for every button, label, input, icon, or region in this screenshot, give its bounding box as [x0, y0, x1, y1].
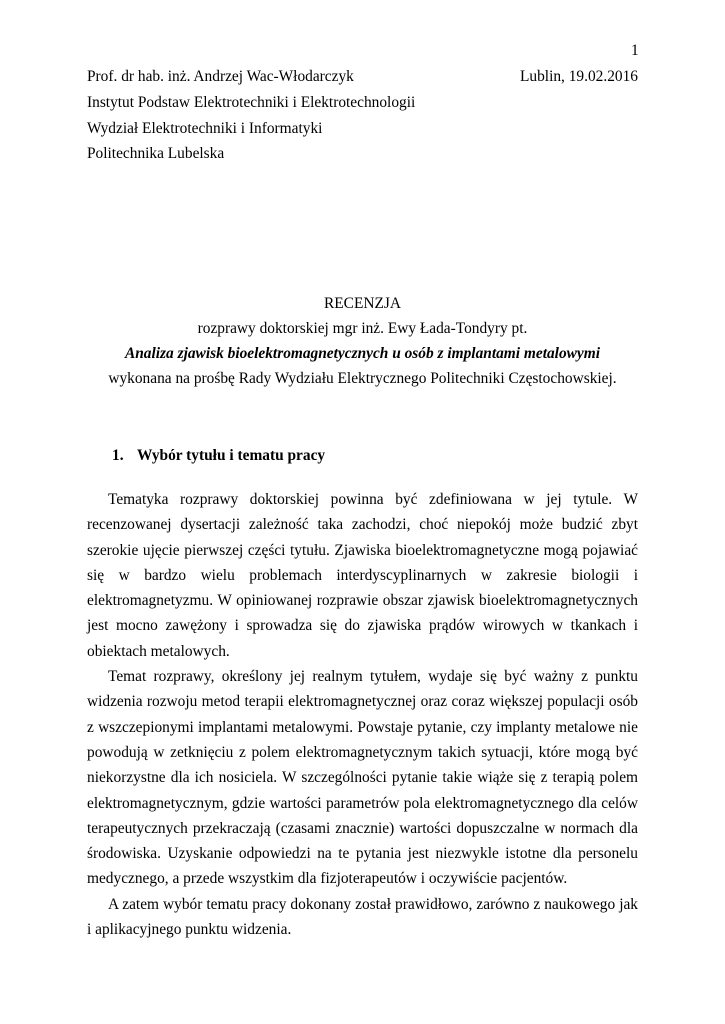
section-number: 1.	[112, 447, 124, 464]
section-title: Wybór tytułu i tematu pracy	[137, 447, 326, 464]
request-line: wykonana na prośbę Rady Wydziału Elektrycznego Politechniki Częstochowskiej.	[108, 370, 617, 387]
paragraph: Tematyka rozprawy doktorskiej powinna być zdefiniowana w jej tytule. W recenzowanej dysertacji zależność taka zachodzi, choć niepokój może budzić zbyt szerokie ujęcie pierwszej części tytułu. Zjawiska bioelektromagnetyczne mogą pojawiać się w bardzo wielu problemach interdyscyplinarnych w zakresie biologii i elektromagnetyzmu. W opiniowanej rozprawie obszar zjawisk bioelektromagnetycznych jest mocno zawężony i sprowadza się do zjawiska prądów wirowych w tkankach i obiektach metalowych.	[87, 491, 638, 660]
university-line: Politechnika Lubelska	[87, 145, 225, 162]
page-number: 1	[631, 42, 639, 59]
paragraph: Temat rozprawy, określony jej realnym tytułem, wydaje się być ważny z punktu widzenia rozwoju metod terapii elektromagnetycznej oraz coraz większej populacji osób z wszczepionymi implantami metalowymi. Powstaje pytanie, czy implanty metalowe nie powodują w zetknięciu z polem elektromagnetycznym takich sytuacji, które mogą być niekorzystne dla ich nosiciela. W szczególności pytanie takie wiąże się z terapią polem elektromagnetycznym, gdzie wartości parametrów pola elektromagnetycznego dla celów terapeutycznych przekraczają (czasami znacznie) wartości dopuszczalne w normach dla środowiska. Uzyskanie odpowiedzi na te pytania jest niezwykle istotne dla personelu medycznego, a przede wszystkim dla fizjoterapeutów i oczywiście pacjentów.	[87, 668, 638, 888]
institute-line: Instytut Podstaw Elektrotechniki i Elektrotechnologii	[87, 94, 416, 111]
subtitle-line: rozprawy doktorskiej mgr inż. Ewy Łada-Tondyry pt.	[197, 320, 528, 337]
document-title: RECENZJA	[324, 295, 401, 312]
section-heading	[112, 447, 325, 465]
author-line: Prof. dr hab. inż. Andrzej Wac-Włodarczyk	[87, 68, 354, 85]
faculty-line: Wydział Elektrotechniki i Informatyki	[87, 120, 323, 137]
paragraph: A zatem wybór tematu pracy dokonany został prawidłowo, zarówno z naukowego jak i aplikacyjnego punktu widzenia.	[87, 895, 638, 939]
section-body	[87, 487, 638, 942]
place-date: Lublin, 19.02.2016	[520, 68, 638, 85]
thesis-title: Analiza zjawisk bioelektromagnetycznych u osób z implantami metalowymi	[124, 345, 600, 362]
